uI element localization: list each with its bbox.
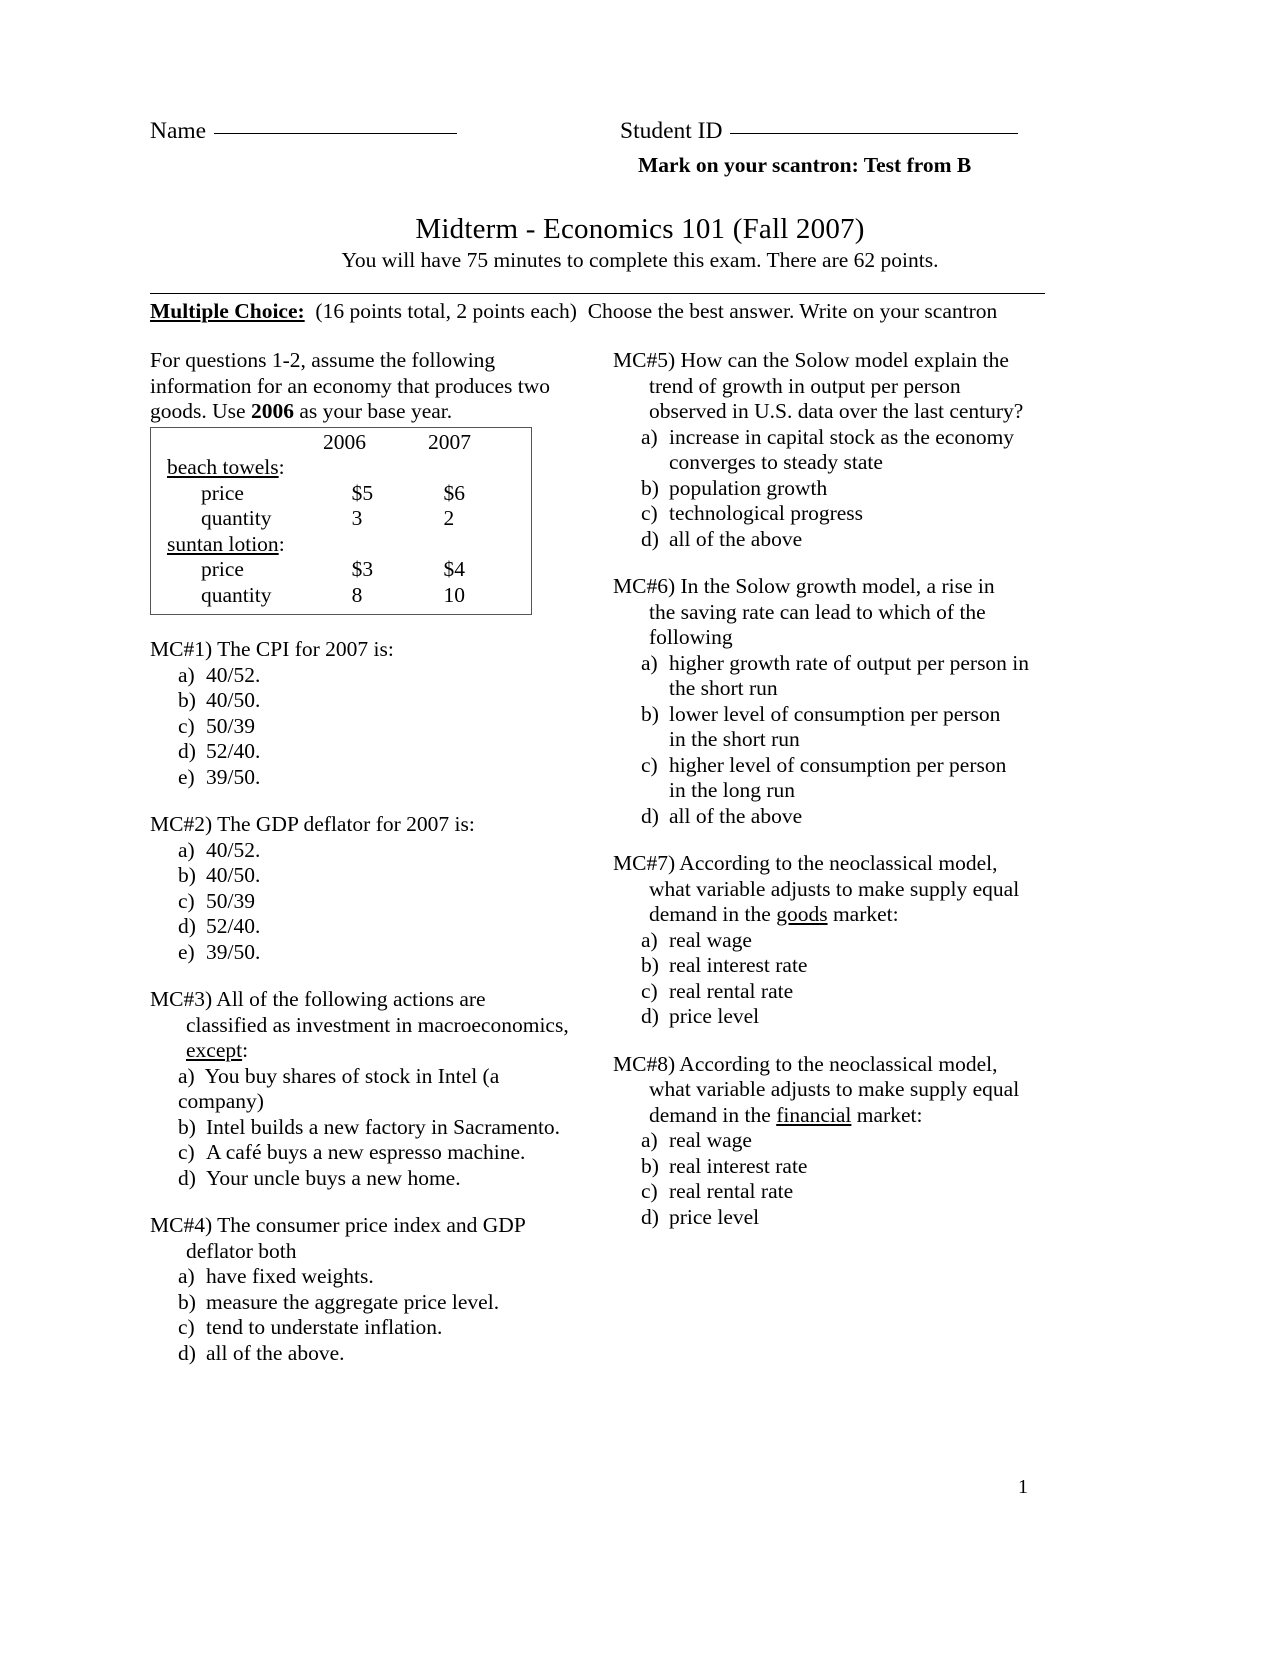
question-mc5-options — [613, 425, 1053, 553]
multiple-choice-heading — [150, 299, 997, 324]
question-mc1-options — [150, 663, 580, 791]
exam-subtitle: You will have 75 minutes to complete this exam. There are 62 points. — [341, 248, 939, 272]
intro-line-3 — [150, 399, 580, 425]
header-divider — [150, 293, 1045, 294]
question-mc7-stem-line-3: demand in the goods market: — [649, 902, 899, 926]
name-field-group — [150, 118, 620, 145]
question-mc2 — [150, 812, 580, 965]
question-mc3-stem — [150, 987, 580, 1064]
question-mc8-options — [613, 1128, 1053, 1230]
cell-beach-towels-price-2007: $6 — [443, 480, 465, 505]
multiple-choice-label: Multiple Choice: — [150, 299, 305, 323]
price-quantity-table — [150, 427, 532, 616]
option-mc4-b[interactable]: b) measure the aggregate price level. — [178, 1289, 500, 1314]
table-corner-cell — [151, 430, 323, 456]
option-mc7-d[interactable]: d) price level — [641, 1004, 760, 1028]
answer-instruction: Choose the best answer. Write on your scantron — [587, 299, 998, 323]
question-mc7-stem — [613, 851, 1053, 928]
option-mc7-a[interactable]: a) real wage — [641, 927, 752, 952]
points-note: (16 points total, 2 points each) — [315, 299, 577, 323]
question-mc8-stem — [613, 1052, 1053, 1129]
option-mc5-c[interactable]: c) technological progress — [641, 501, 864, 525]
question-mc6-stem-line-2: the saving rate can lead to which of the — [649, 599, 986, 624]
group-label-beach-towels: beach towels — [167, 455, 279, 479]
scantron-note: Mark on your scantron: Test from B — [638, 153, 972, 177]
cell-suntan-lotion-price-2007: $4 — [443, 557, 465, 581]
question-mc5-stem-line-3: observed in U.S. data over the last century? — [649, 399, 1024, 423]
student-id-field-group — [620, 118, 1018, 145]
option-mc3-a[interactable]: a) You buy shares of stock in Intel (a company) — [150, 1064, 580, 1115]
option-mc2-a[interactable]: a) 40/52. — [178, 837, 261, 862]
question-mc1-stem-text: MC#1) The CPI for 2007 is: — [150, 637, 394, 661]
goods-market-keyword: goods — [776, 902, 828, 926]
option-mc6-c-wrap: in the long run — [669, 778, 795, 802]
row-label-beach-towels-price: price — [201, 480, 244, 505]
group-label-suntan-lotion: suntan lotion — [167, 531, 279, 556]
cell-suntan-lotion-quantity-2006: 8 — [351, 582, 363, 607]
option-mc6-b[interactable]: b) lower level of consumption per person in the short run — [613, 702, 1053, 753]
question-mc1-stem — [150, 637, 580, 663]
question-mc3-stem-line-2: classified as investment in macroeconomics, — [186, 1012, 569, 1037]
option-mc6-a[interactable]: a) higher growth rate of output per person in the short run — [613, 651, 1053, 702]
question-mc8-stem-line-3: demand in the financial market: — [649, 1102, 923, 1127]
question-mc6-stem — [613, 574, 1053, 651]
except-keyword: except — [186, 1038, 243, 1062]
question-mc5-stem-line-2: trend of growth in output per person — [649, 373, 961, 398]
table-row — [151, 481, 531, 507]
financial-market-keyword: financial — [776, 1102, 852, 1127]
table-row — [151, 557, 531, 583]
option-mc2-e[interactable]: e) 39/50. — [178, 939, 261, 964]
question-mc5-stem — [613, 348, 1053, 425]
exam-header — [150, 118, 1050, 145]
option-mc3-d[interactable]: d) Your uncle buys a new home. — [178, 1165, 461, 1190]
table-group-suntan-lotion: suntan lotion: — [167, 531, 285, 556]
student-id-label: Student ID — [620, 118, 723, 144]
student-id-write-in-line[interactable] — [730, 133, 1018, 134]
option-mc6-d[interactable]: d) all of the above — [641, 803, 803, 828]
name-write-in-line[interactable] — [214, 133, 457, 134]
option-mc8-b[interactable]: b) real interest rate — [641, 1153, 808, 1178]
option-mc1-d[interactable]: d) 52/40. — [178, 739, 261, 763]
question-mc4-options — [150, 1264, 580, 1366]
question-mc6 — [613, 574, 1053, 829]
question-mc2-stem-text: MC#2) The GDP deflator for 2007 is: — [150, 812, 475, 836]
option-mc8-c[interactable]: c) real rental rate — [641, 1179, 794, 1203]
cell-suntan-lotion-quantity-2007: 10 — [443, 582, 465, 607]
cell-suntan-lotion-price-2006: $3 — [351, 557, 374, 581]
option-mc1-e[interactable]: e) 39/50. — [178, 764, 261, 789]
question-mc6-options — [613, 651, 1053, 830]
option-mc6-a-wrap: the short run — [669, 676, 778, 700]
option-mc7-c[interactable]: c) real rental rate — [641, 978, 794, 1003]
option-mc5-a-wrap: converges to steady state — [669, 450, 883, 474]
option-mc2-c[interactable]: c) 50/39 — [178, 888, 255, 913]
option-mc1-a[interactable]: a) 40/52. — [178, 662, 261, 687]
name-label: Name — [150, 118, 207, 144]
intro-line-3-post: as your base year. — [293, 399, 453, 423]
row-label-suntan-lotion-quantity: quantity — [201, 582, 272, 607]
intro-line-2: information for an economy that produces two — [150, 373, 551, 398]
question-mc1 — [150, 637, 580, 790]
question-mc8-stem-line-2: what variable adjusts to make supply equal — [649, 1077, 1020, 1101]
question-mc3-stem-line-1: MC#3) All of the following actions are — [150, 987, 486, 1011]
table-row — [151, 506, 531, 532]
question-mc8 — [613, 1052, 1053, 1231]
option-mc8-d[interactable]: d) price level — [641, 1204, 760, 1229]
row-label-suntan-lotion-price: price — [201, 557, 244, 581]
question-mc5 — [613, 348, 1053, 552]
base-year-value: 2006 — [250, 399, 294, 423]
column-header-2006: 2006 — [323, 429, 366, 454]
questions-1-2-intro — [150, 348, 580, 425]
question-mc2-options — [150, 838, 580, 966]
option-mc7-b[interactable]: b) real interest rate — [641, 953, 808, 977]
option-mc2-d[interactable]: d) 52/40. — [178, 914, 261, 938]
row-label-beach-towels-quantity: quantity — [201, 506, 272, 530]
option-mc4-c[interactable]: c) tend to understate inflation. — [178, 1315, 443, 1339]
table-group-beach-towels: beach towels: — [167, 455, 285, 479]
option-mc5-a[interactable]: a) increase in capital stock as the economy converges to steady state — [613, 425, 1053, 476]
left-column — [150, 348, 580, 1366]
page-number: 1 — [1018, 1476, 1028, 1498]
intro-line-1: For questions 1-2, assume the following — [150, 348, 496, 372]
question-mc3-options — [150, 1064, 580, 1192]
question-mc4-stem-line-2: deflator both — [186, 1238, 297, 1263]
question-mc3 — [150, 987, 580, 1191]
exam-title: Midterm - Economics 101 (Fall 2007) — [415, 213, 865, 245]
option-mc5-d[interactable]: d) all of the above — [641, 526, 803, 551]
question-mc4-stem-line-1: MC#4) The consumer price index and GDP — [150, 1213, 526, 1237]
question-mc2-stem — [150, 812, 580, 838]
question-mc3-stem-line-3: except: — [186, 1038, 249, 1062]
question-mc8-stem-line-1: MC#8) According to the neoclassical model, — [613, 1051, 998, 1076]
question-mc7-stem-line-2: what variable adjusts to make supply equal — [649, 876, 1020, 901]
option-mc6-c[interactable]: c) higher level of consumption per person in the long run — [613, 753, 1053, 804]
option-mc4-a[interactable]: a) have fixed weights. — [178, 1264, 374, 1288]
right-column — [613, 348, 1053, 1230]
table-row — [151, 583, 531, 609]
question-mc4-stem — [150, 1213, 580, 1264]
question-mc7 — [613, 851, 1053, 1030]
option-mc6-b-wrap: in the short run — [669, 727, 800, 751]
question-mc7-stem-line-1: MC#7) According to the neoclassical model, — [613, 851, 998, 875]
question-mc6-stem-line-1: MC#6) In the Solow growth model, a rise in — [613, 574, 995, 598]
cell-beach-towels-quantity-2006: 3 — [351, 506, 363, 530]
table-header-row — [151, 430, 531, 456]
option-mc8-a[interactable]: a) real wage — [641, 1128, 752, 1152]
option-mc3-b[interactable]: b) Intel builds a new factory in Sacramento. — [178, 1114, 561, 1139]
option-mc5-b[interactable]: b) population growth — [641, 475, 828, 500]
question-mc7-options — [613, 928, 1053, 1030]
intro-line-3-pre: goods. Use — [150, 399, 251, 423]
option-mc1-b[interactable]: b) 40/50. — [178, 688, 261, 712]
question-mc4 — [150, 1213, 580, 1366]
option-mc2-b[interactable]: b) 40/50. — [178, 863, 261, 887]
option-mc3-a-wrap: company) — [178, 1089, 264, 1113]
option-mc4-d[interactable]: d) all of the above. — [178, 1340, 345, 1365]
cell-beach-towels-quantity-2007: 2 — [443, 506, 455, 530]
option-mc1-c[interactable]: c) 50/39 — [178, 713, 255, 738]
option-mc3-c[interactable]: c) A café buys a new espresso machine. — [178, 1140, 526, 1164]
column-header-2007: 2007 — [428, 429, 471, 454]
question-mc5-stem-line-1: MC#5) How can the Solow model explain the — [613, 348, 1009, 372]
cell-beach-towels-price-2006: $5 — [351, 480, 374, 505]
question-mc6-stem-line-3: following — [649, 625, 733, 649]
